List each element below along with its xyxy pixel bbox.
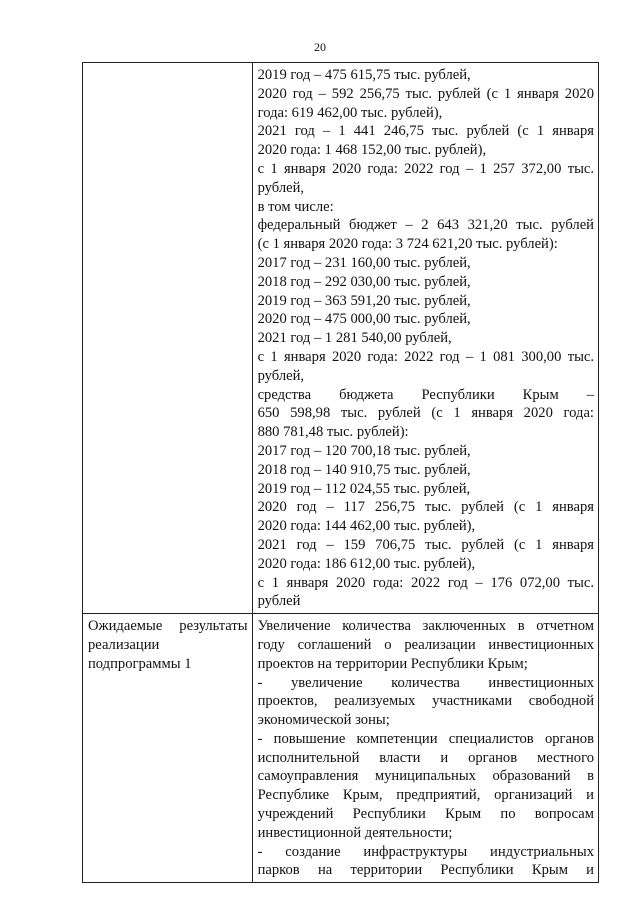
- text-line: 2018 год – 140 910,75 тыс. рублей,: [257, 461, 471, 478]
- text-line: рублей,: [257, 367, 305, 384]
- row-label-cell: [83, 614, 253, 883]
- text-line: 2019 год – 112 024,55 тыс. рублей,: [257, 480, 471, 497]
- page-number: 20: [314, 40, 326, 54]
- text-line: - создание инфраструктуры индустриальных: [257, 843, 594, 860]
- expected-results-cell: [252, 614, 598, 883]
- funding-details-cell: [252, 63, 598, 614]
- text-line: подпрограммы 1: [88, 655, 192, 672]
- text-line: федеральный бюджет – 2 643 321,20 тыс. рублей: [257, 217, 594, 234]
- text-line: реализации: [88, 636, 160, 653]
- text-line: - увеличение количества инвестиционных: [257, 674, 594, 691]
- text-line: с 1 января 2020 года: 2022 год – 1 081 300,00 тыс.: [257, 348, 594, 365]
- text-line: 650 598,98 тыс. рублей (с 1 января 2020 года:: [257, 405, 594, 422]
- text-line: 2021 год – 1 441 246,75 тыс. рублей (с 1 января: [257, 123, 594, 140]
- text-line: года: 619 462,00 тыс. рублей),: [257, 104, 443, 121]
- text-line: 2018 год – 292 030,00 тыс. рублей,: [257, 273, 471, 290]
- text-line: 2017 год – 120 700,18 тыс. рублей,: [257, 442, 471, 459]
- text-line: 2020 года: 1 468 152,00 тыс. рублей),: [257, 142, 487, 159]
- table-row-funding: [83, 63, 599, 614]
- text-line: проектов, реализуемых участниками свободной: [257, 693, 594, 710]
- text-line: 2019 год – 363 591,20 тыс. рублей,: [257, 292, 471, 309]
- text-line: 2021 год – 1 281 540,00 рублей,: [257, 330, 452, 347]
- text-line: 2020 года: 144 462,00 тыс. рублей),: [257, 518, 476, 535]
- text-line: Ожидаемые результаты: [88, 618, 248, 635]
- text-line: - повышение компетенции специалистов органов: [257, 730, 594, 747]
- text-line: в том числе:: [257, 198, 334, 215]
- text-line: 2020 год – 117 256,75 тыс. рублей (с 1 января: [257, 499, 594, 516]
- table-row-expected-results: [83, 614, 599, 883]
- text-line: 2020 год – 592 256,75 тыс. рублей (с 1 января 2020: [257, 85, 594, 102]
- text-line: экономической зоны;: [257, 712, 390, 729]
- text-line: 2020 год – 475 000,00 тыс. рублей,: [257, 311, 471, 328]
- text-line: с 1 января 2020 года: 2022 год – 1 257 372,00 тыс.: [257, 160, 594, 177]
- text-line: рублей: [257, 593, 301, 610]
- text-line: самоуправления муниципальных образований в: [257, 768, 594, 785]
- text-line: 2019 год – 475 615,75 тыс. рублей,: [257, 67, 471, 83]
- text-line: 2017 год – 231 160,00 тыс. рублей,: [257, 254, 471, 271]
- text-line: году соглашений о реализации инвестиционных: [257, 636, 594, 653]
- text-line: Увеличение количества заключенных в отчетном: [257, 618, 594, 635]
- text-line: инвестиционной деятельности;: [257, 824, 453, 841]
- text-line: 2021 год – 159 706,75 тыс. рублей (с 1 января: [257, 536, 594, 553]
- text-line: проектов на территории Республики Крым;: [257, 655, 528, 672]
- row-label-cell: [83, 63, 253, 614]
- text-line: Республике Крым, предприятий, организаций и: [257, 787, 594, 804]
- text-line: (с 1 января 2020 года: 3 724 621,20 тыс. рублей):: [257, 236, 558, 253]
- text-line: средства бюджета Республики Крым –: [257, 386, 594, 403]
- text-line: 2020 года: 186 612,00 тыс. рублей),: [257, 555, 476, 572]
- text-line: рублей,: [257, 179, 305, 196]
- text-line: исполнительной власти и органов местного: [257, 749, 594, 766]
- program-table: [82, 62, 599, 883]
- text-line: с 1 января 2020 года: 2022 год – 176 072,00 тыс.: [257, 574, 594, 591]
- text-line: учреждений Республики Крым по вопросам: [257, 806, 594, 823]
- text-line: 880 781,48 тыс. рублей):: [257, 424, 409, 441]
- text-line: парков на территории Республики Крым и: [257, 862, 594, 879]
